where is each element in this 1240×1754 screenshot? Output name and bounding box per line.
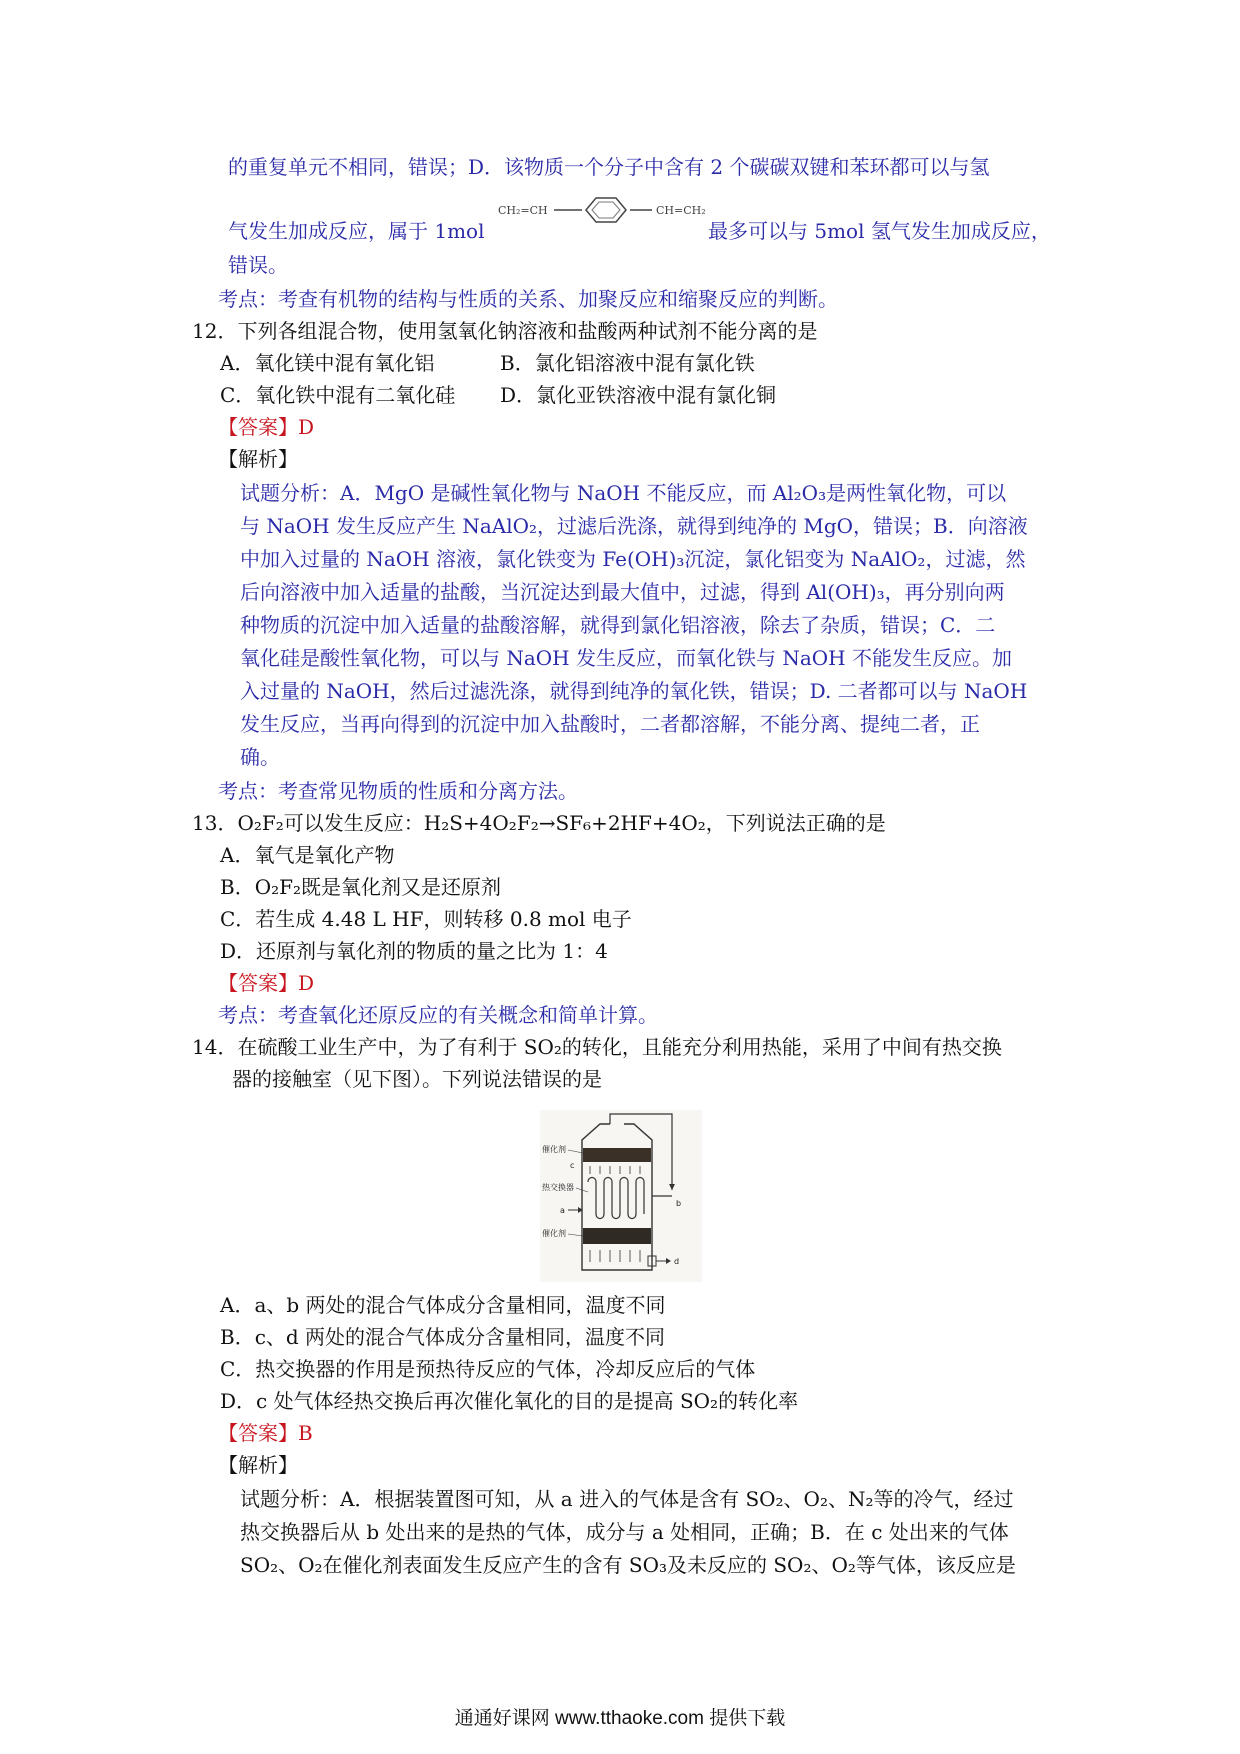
label-catalyst-top: 催化剂 [542, 1145, 566, 1154]
q13-option-d: D．还原剂与氧化剂的物质的量之比为 1：4 [220, 939, 608, 963]
q14-option-c: C．热交换器的作用是预热待反应的气体，冷却反应后的气体 [220, 1357, 756, 1381]
q13-option-b: B．O₂F₂既是氧化剂又是还原剂 [220, 875, 502, 899]
page-footer: 通通好课网 www.tthaoke.com 提供下载 [454, 1708, 786, 1729]
q12-answer-tag: 【答案】 [218, 415, 298, 439]
q14-answer [218, 1418, 313, 1448]
q13-option-a: A．氧气是氧化产物 [220, 843, 395, 867]
label-d: d [674, 1257, 680, 1266]
q14-analysis-line-2: 热交换器后从 b 处出来的是热的气体，成分与 a 处相同，正确；B．在 c 处出来的气体 [240, 1520, 1009, 1544]
q12-answer [218, 412, 314, 442]
q12-jiexi-heading: 【解析】 [218, 447, 298, 471]
label-a: a [560, 1206, 565, 1215]
q12-analysis-line-5: 种物质的沉淀中加入适量的盐酸溶解，就得到氯化铝溶液，除去了杂质，错误；C．二 [240, 613, 996, 637]
q12-analysis-line-6: 氧化硅是酸性氧化物，可以与 NaOH 发生反应，而氧化铁与 NaOH 不能发生反应。加 [240, 646, 1012, 670]
q14-analysis-line-3: SO₂、O₂在催化剂表面发生反应产生的含有 SO₃及未反应的 SO₂、O₂等气体，该反应是 [240, 1553, 1016, 1577]
q14-answer-value: B [298, 1421, 313, 1445]
q12-option-b: B．氯化铝溶液中混有氯化铁 [500, 351, 755, 375]
q12-analysis-line-2: 与 NaOH 发生反应产生 NaAlO₂，过滤后洗涤，就得到纯净的 MgO，错误；B．向溶液 [240, 514, 1028, 538]
q14-option-a: A．a、b 两处的混合气体成分含量相同，温度不同 [220, 1293, 666, 1317]
prev-line-2b: 最多可以与 5mol 氢气发生加成反应， [708, 219, 1051, 243]
q13-stem: 13．O₂F₂可以发生反应：H₂S+4O₂F₂→SF₆+2HF+4O₂，下列说法正确的是 [192, 811, 886, 835]
q12-answer-value: D [298, 415, 315, 439]
q12-analysis-line-1: 试题分析：A．MgO 是碱性氧化物与 NaOH 不能反应，而 Al₂O₃是两性氧化物，可以 [240, 481, 1007, 505]
q12-analysis-line-9: 确。 [240, 745, 280, 769]
q14-answer-tag: 【答案】 [218, 1421, 298, 1445]
divinylbenzene-structure [496, 190, 712, 238]
q14-option-d: D．c 处气体经热交换后再次催化氧化的目的是提高 SO₂的转化率 [220, 1389, 799, 1413]
q12-stem: 12．下列各组混合物，使用氢氧化钠溶液和盐酸两种试剂不能分离的是 [192, 319, 818, 343]
q12-kaodian: 考点：考查常见物质的性质和分离方法。 [218, 779, 578, 803]
q13-answer-value: D [298, 971, 315, 995]
q14-stem-line-2: 器的接触室（见下图）。下列说法错误的是 [232, 1067, 602, 1091]
q12-analysis-line-3: 中加入过量的 NaOH 溶液，氯化铁变为 Fe(OH)₃沉淀，氯化铝变为 NaAlO₂，过滤，然 [240, 547, 1026, 571]
q12-analysis-line-4: 后向溶液中加入适量的盐酸，当沉淀达到最大值中，过滤，得到 Al(OH)₃，再分别向两 [240, 580, 1005, 604]
q14-stem-line-1: 14．在硫酸工业生产中，为了有利于 SO₂的转化，且能充分利用热能，采用了中间有热交换 [192, 1035, 1002, 1059]
label-c: c [570, 1161, 575, 1170]
prev-line-2a: 气发生加成反应，属于 1mol [228, 219, 485, 243]
structure-left-group: CH₂=CH [498, 204, 548, 217]
q13-answer [218, 968, 314, 998]
q12-option-a: A．氧化镁中混有氧化铝 [220, 351, 435, 375]
q13-answer-tag: 【答案】 [218, 971, 298, 995]
q13-kaodian: 考点：考查氧化还原反应的有关概念和简单计算。 [218, 1003, 658, 1027]
q12-option-c: C．氧化铁中混有二氧化硅 [220, 383, 456, 407]
q12-option-d: D．氯化亚铁溶液中混有氯化铜 [500, 383, 777, 407]
structure-right-group: CH=CH₂ [656, 204, 706, 217]
q14-option-b: B．c、d 两处的混合气体成分含量相同，温度不同 [220, 1325, 666, 1349]
prev-line-1: 的重复单元不相同，错误；D．该物质一个分子中含有 2 个碳碳双键和苯环都可以与氢 [228, 155, 990, 179]
label-heat-exchanger: 热交换器 [542, 1183, 574, 1192]
label-catalyst-bottom: 催化剂 [542, 1229, 566, 1238]
prev-kaodian: 考点：考查有机物的结构与性质的关系、加聚反应和缩聚反应的判断。 [218, 287, 838, 311]
q14-analysis-line-1: 试题分析：A．根据装置图可知，从 a 进入的气体是含有 SO₂、O₂、N₂等的冷气，经过 [240, 1487, 1014, 1511]
q12-analysis-line-7: 入过量的 NaOH，然后过滤洗涤，就得到纯净的氧化铁，错误；D. 二者都可以与 NaOH [240, 679, 1028, 703]
prev-line-3: 错误。 [228, 253, 288, 277]
q12-analysis-line-8: 发生反应，当再向得到的沉淀中加入盐酸时，二者都溶解，不能分离、提纯二者，正 [240, 712, 980, 736]
q13-option-c: C．若生成 4.48 L HF，则转移 0.8 mol 电子 [220, 907, 632, 931]
q14-jiexi-heading: 【解析】 [218, 1453, 298, 1477]
label-b: b [676, 1199, 682, 1208]
contact-chamber-diagram [540, 1110, 702, 1282]
